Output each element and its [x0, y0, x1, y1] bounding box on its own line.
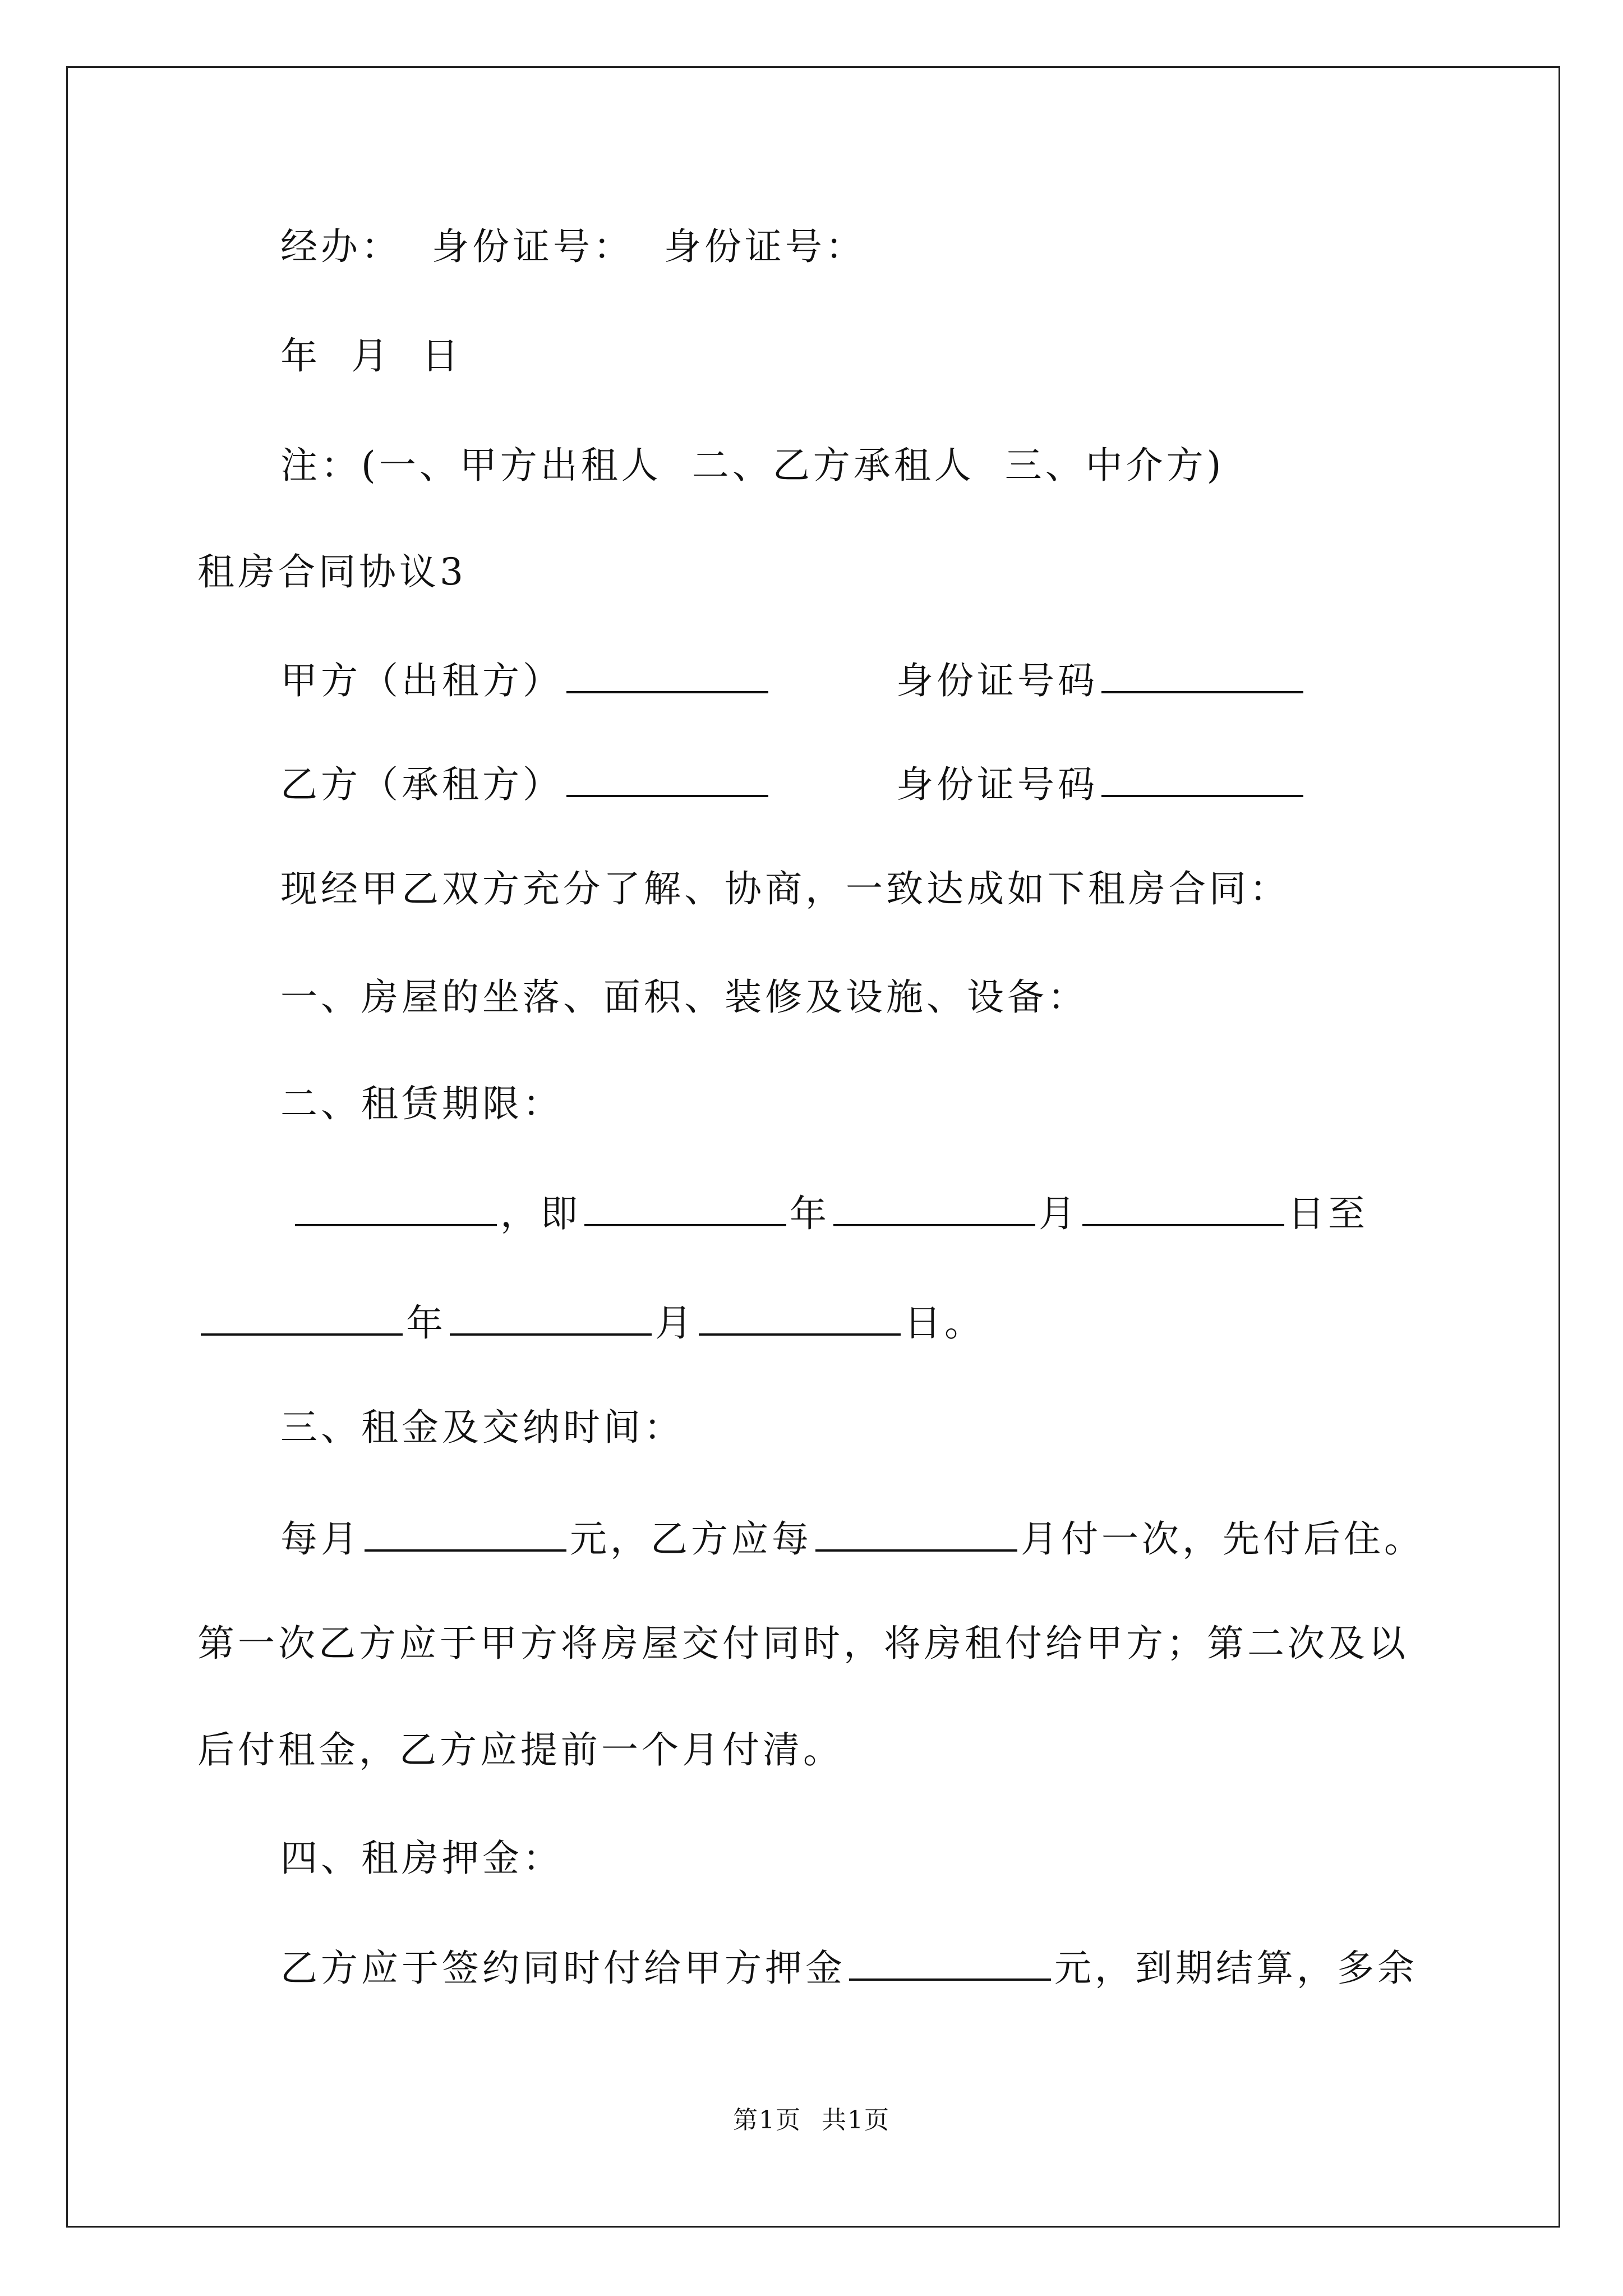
rent-line: [280, 1515, 1424, 1562]
term-month: 月: [1039, 1192, 1079, 1235]
term2-month: 月: [655, 1301, 695, 1345]
intro-line: 现经甲乙双方充分了解、协商，一致达成如下租房合同：: [280, 867, 1290, 910]
term2-blank-3: [699, 1299, 901, 1336]
id-b-line: [896, 760, 1307, 807]
id-a-blank: [1101, 656, 1303, 693]
term2-blank-1: [201, 1299, 403, 1336]
term-year: 年: [790, 1192, 830, 1235]
note-line: 注：(一、甲方出租人 二、乙方承租人 三、中介方): [280, 444, 1225, 487]
rent-after-line: 后付租金，乙方应提前一个月付清。: [197, 1728, 843, 1772]
party-b-blank: [566, 760, 768, 797]
section-1-heading: 一、房屋的坐落、面积、装修及设施、设备：: [280, 976, 1088, 1019]
rent-monthly: 每月: [280, 1517, 361, 1561]
term2-year: 年: [406, 1301, 446, 1345]
party-a-blank: [566, 656, 768, 693]
party-b-label: 乙方（承租方）: [280, 763, 563, 806]
rent-yuan: 元，乙方应每: [570, 1517, 812, 1561]
rent-first-line: 第一次乙方应于甲方将房屋交付同时，将房租付给甲方；第二次及以: [197, 1622, 1409, 1665]
deposit-post: 元，到期结算，多余: [1054, 1947, 1418, 1990]
page-border: [66, 66, 1560, 2228]
term2-day: 日。: [904, 1301, 985, 1345]
rent-blank-1: [365, 1515, 566, 1552]
deposit-blank: [849, 1944, 1051, 1981]
term-blank-4: [1082, 1189, 1284, 1226]
id-a-label: 身份证号码: [896, 659, 1098, 702]
term-line-1: [292, 1189, 1368, 1236]
party-a-line: [280, 656, 772, 703]
term-line-2: [197, 1299, 985, 1346]
section-4-heading: 四、租房押金：: [280, 1837, 563, 1880]
term-blank-3: [833, 1189, 1035, 1226]
footer-page: 第1页: [733, 2106, 801, 2134]
handler-line: 经办： 身份证号： 身份证号：: [280, 225, 866, 268]
section-2-heading: 二、租赁期限：: [280, 1082, 563, 1125]
term-blank-2: [584, 1189, 786, 1226]
date-line: 年 月 日: [280, 334, 462, 378]
rent-pay: 月付一次，先付后住。: [1021, 1517, 1424, 1561]
section-title: 租房合同协议3: [197, 550, 467, 593]
term-comma: ，即: [500, 1192, 581, 1235]
footer-total: 共1页: [822, 2106, 890, 2134]
party-a-label: 甲方（出租方）: [280, 659, 563, 702]
term-blank-1: [295, 1189, 497, 1226]
page-footer: [0, 2105, 1623, 2136]
deposit-line: [280, 1944, 1418, 1991]
section-3-heading: 三、租金及交纳时间：: [280, 1406, 684, 1449]
party-b-line: [280, 760, 772, 807]
rent-blank-2: [815, 1515, 1017, 1552]
term-day-to: 日至: [1288, 1192, 1368, 1235]
term2-blank-2: [450, 1299, 652, 1336]
id-b-blank: [1101, 760, 1303, 797]
id-a-line: [896, 656, 1307, 703]
deposit-pre: 乙方应于签约同时付给甲方押金: [280, 1947, 846, 1990]
id-b-label: 身份证号码: [896, 763, 1098, 806]
